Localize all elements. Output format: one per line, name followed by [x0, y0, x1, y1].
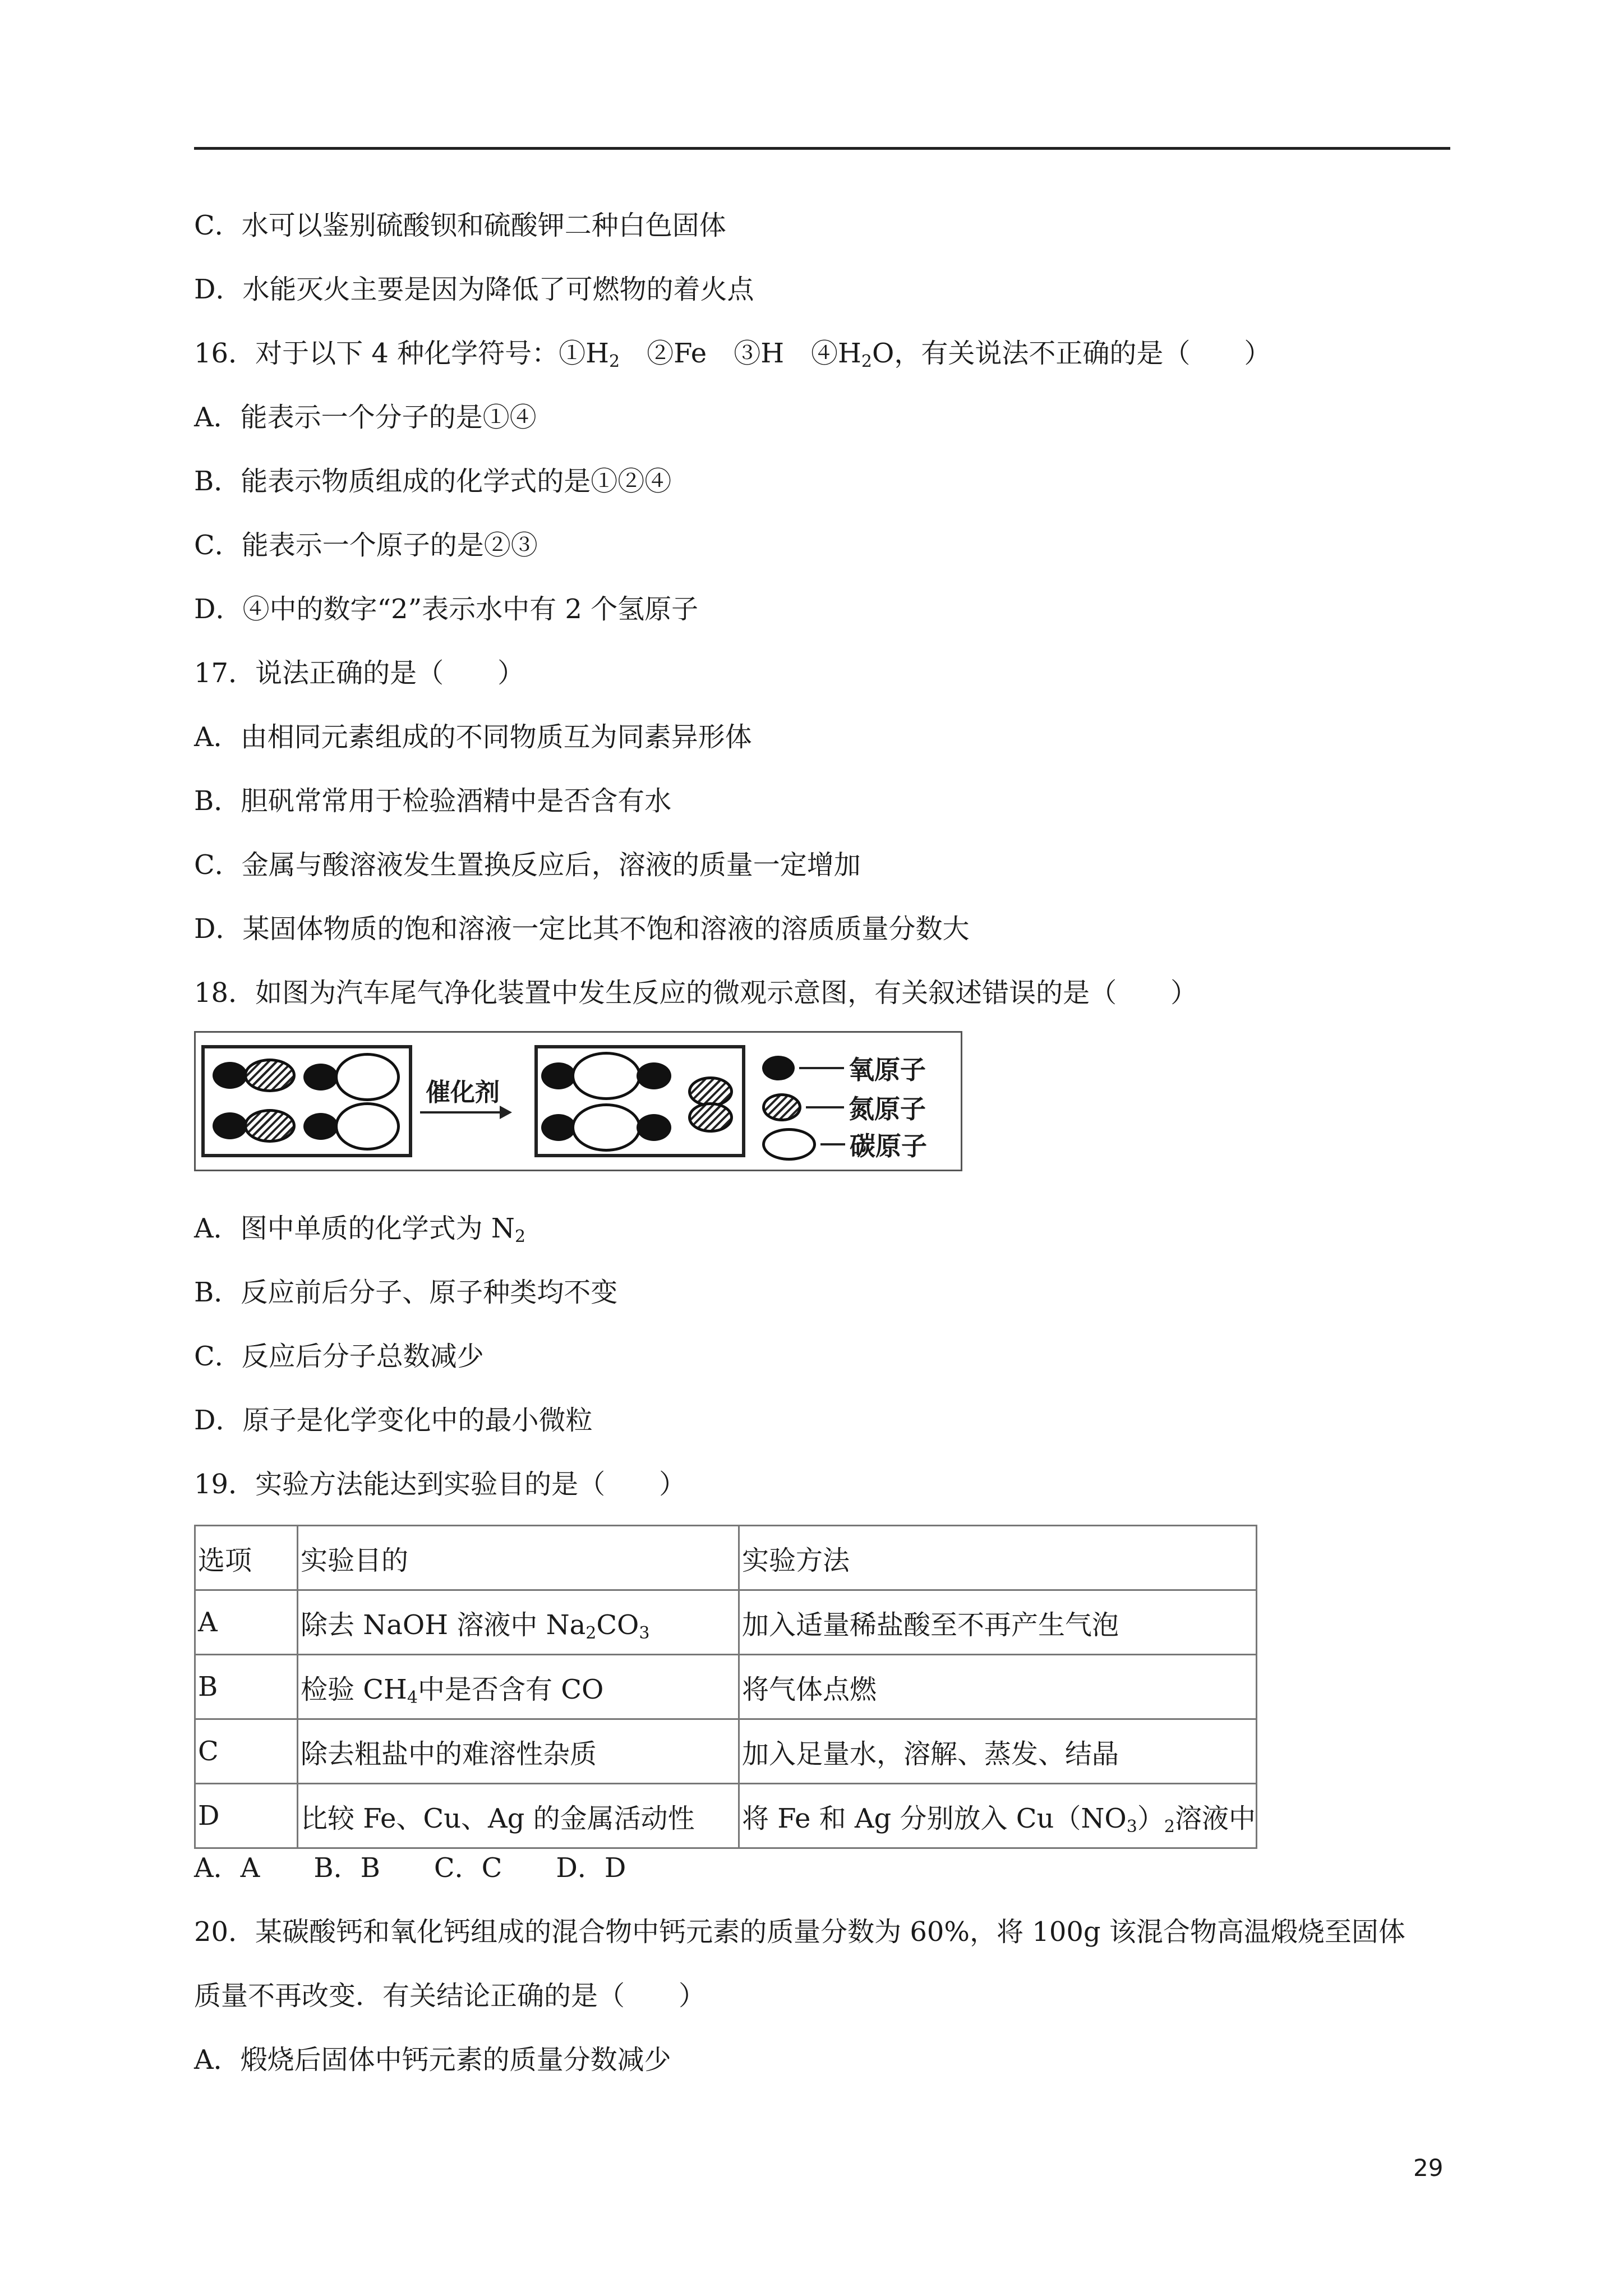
table-cell: 检验 $CH_4$中是否含有 CO	[298, 1655, 739, 1719]
oxygen-legend-icon	[762, 1056, 795, 1080]
table-cell: B	[195, 1655, 298, 1719]
carbon-legend-icon	[762, 1128, 816, 1161]
oxygen-atom	[213, 1062, 247, 1089]
co-molecule	[303, 1053, 400, 1101]
table-cell: 比较 Fe、Cu、Ag 的金属活动性	[298, 1784, 739, 1848]
n2-molecule	[688, 1076, 733, 1133]
legend-dash	[820, 1143, 845, 1145]
carbon-atom	[571, 1052, 641, 1100]
q18-option-a: A．图中单质的化学式为 $N_2$	[194, 1213, 526, 1246]
table-cell: 将 Fe 和 Ag 分别放入 $Cu(NO_3)_2$溶液中	[739, 1784, 1257, 1848]
q20-stem-line1: 20．某碳酸钙和氧化钙组成的混合物中钙元素的质量分数为 60%，将 100g 该混合物高温煅烧至固体	[194, 1916, 1405, 1948]
legend-label: 氧原子	[849, 1055, 926, 1085]
legend-dash	[799, 1067, 844, 1069]
carbon-atom	[571, 1103, 641, 1152]
reaction-diagram	[194, 1031, 962, 1171]
co-molecule	[303, 1102, 400, 1151]
oxygen-atom	[637, 1114, 671, 1141]
q17-option-a: A．由相同元素组成的不同物质互为同素异形体	[194, 721, 752, 753]
q19-stem: 19．实验方法能达到实验目的是（ ）	[194, 1469, 686, 1500]
table-header: 选项	[195, 1526, 298, 1590]
co2-molecule	[541, 1103, 671, 1152]
nitrogen-atom	[688, 1102, 733, 1133]
carbon-atom	[335, 1053, 400, 1101]
nitrogen-legend-icon	[762, 1093, 801, 1121]
table-cell: 加入适量稀盐酸至不再产生气泡	[739, 1590, 1257, 1655]
q15-option-d: D．水能灭火主要是因为降低了可燃物的着火点	[194, 274, 754, 305]
table-cell: C	[195, 1719, 298, 1784]
co2-molecule	[541, 1052, 671, 1100]
oxygen-atom	[541, 1062, 576, 1089]
table-row	[195, 1655, 1257, 1719]
q16-option-d: D．④中的数字“2”表示水中有 2 个氢原子	[194, 593, 699, 625]
oxygen-atom	[213, 1112, 247, 1139]
q18-option-d: D．原子是化学变化中的最小微粒	[194, 1405, 593, 1436]
no-molecule	[213, 1059, 296, 1092]
reactants-box	[201, 1045, 412, 1157]
nitrogen-atom	[244, 1059, 296, 1092]
table-row	[195, 1719, 1257, 1784]
q18-stem: 18．如图为汽车尾气净化装置中发生反应的微观示意图，有关叙述错误的是（ ）	[194, 977, 1198, 1009]
q15-option-c: C．水可以鉴别硫酸钡和硫酸钾二种白色固体	[194, 210, 726, 241]
reaction-arrow	[420, 1111, 510, 1114]
products-box	[534, 1045, 745, 1157]
oxygen-atom	[303, 1113, 338, 1140]
q18-option-c: C．反应后分子总数减少	[194, 1341, 484, 1372]
table-row	[195, 1784, 1257, 1848]
legend-nitrogen	[762, 1089, 926, 1126]
experiment-table	[194, 1525, 1257, 1849]
q18-option-b: B．反应前后分子、原子种类均不变	[194, 1277, 618, 1308]
catalyst-label: 催化剂	[426, 1078, 500, 1107]
table-cell: D	[195, 1784, 298, 1848]
oxygen-atom	[637, 1062, 671, 1089]
q16-option-a: A．能表示一个分子的是①④	[194, 402, 537, 433]
carbon-atom	[335, 1102, 400, 1151]
legend-oxygen	[762, 1050, 926, 1087]
table-row	[195, 1590, 1257, 1655]
legend-label: 氮原子	[849, 1094, 926, 1124]
q19-choices: A．A B．B C．C D．D	[194, 1852, 626, 1884]
legend-label: 碳原子	[850, 1131, 927, 1161]
table-cell: 除去 NaOH 溶液中 $Na_2CO_3$	[298, 1590, 739, 1655]
q16-stem: 16．对于以下 4 种化学符号：$①H_2$ ②Fe ③H $④H_2O$，有关说法不正确的是（ ）	[194, 338, 1271, 371]
q17-stem: 17．说法正确的是（ ）	[194, 657, 525, 689]
legend-carbon	[762, 1126, 927, 1163]
q17-option-b: B．胆矾常常用于检验酒精中是否含有水	[194, 785, 672, 817]
table-header: 实验方法	[739, 1526, 1257, 1590]
nitrogen-atom	[244, 1109, 296, 1143]
legend-dash	[806, 1106, 844, 1108]
no-molecule	[213, 1109, 296, 1143]
q20-option-a: A．煅烧后固体中钙元素的质量分数减少	[194, 2044, 671, 2076]
page-number: 29	[1413, 2154, 1444, 2182]
q20-stem-line2: 质量不再改变．有关结论正确的是（ ）	[194, 1980, 706, 2012]
table-cell: 将气体点燃	[739, 1655, 1257, 1719]
q17-option-d: D．某固体物质的饱和溶液一定比其不饱和溶液的溶质质量分数大	[194, 913, 970, 945]
q16-option-b: B．能表示物质组成的化学式的是①②④	[194, 466, 672, 497]
table-cell: 加入足量水，溶解、蒸发、结晶	[739, 1719, 1257, 1784]
table-cell: 除去粗盐中的难溶性杂质	[298, 1719, 739, 1784]
table-header-row	[195, 1526, 1257, 1590]
oxygen-atom	[541, 1114, 576, 1141]
q17-option-c: C．金属与酸溶液发生置换反应后，溶液的质量一定增加	[194, 849, 861, 881]
table-cell: A	[195, 1590, 298, 1655]
oxygen-atom	[303, 1064, 338, 1091]
table-header: 实验目的	[298, 1526, 739, 1590]
q16-option-c: C．能表示一个原子的是②③	[194, 530, 538, 561]
header-rule	[194, 147, 1450, 150]
